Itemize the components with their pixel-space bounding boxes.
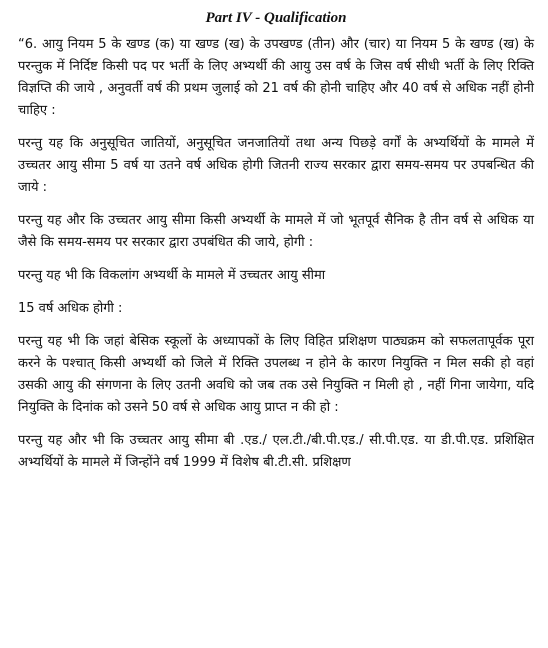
paragraph-proviso-sc-st-obc: परन्तु यह कि अनुसूचित जातियों, अनुसूचित जनजातियों तथा अन्य पिछड़े वर्गों के अभ्यर्थियों के मामले में उच्चतर आयु सीमा 5 वर्ष या उतने वर्ष अधिक होगी जितनी राज्य सरकार द्वारा समय-समय पर उपबन्धित की जाये :: [18, 136, 534, 195]
paragraph-disabled-limit: 15 वर्ष अधिक होगी :: [18, 301, 123, 316]
paragraph-rule-6: “6. आयु नियम 5 के खण्ड (क) या खण्ड (ख) के उपखण्ड (तीन) और (चार) या नियम 5 के खण्ड (ख) के परन्तुक में निर्दिष्ट किसी पद पर भर्ती के लिए अभ्यर्थी की आयु उस वर्ष के जिस वर्ष सीधी भर्ती के लिए रिक्ति विज्ञप्ति की जाये , अनुवर्ती वर्ष की प्रथम जुलाई को 21 वर्ष की होनी चाहिए और 40 वर्ष से अधिक नहीं होनी चाहिए :: [18, 37, 534, 118]
paragraph-proviso-ex-servicemen: परन्तु यह और कि उच्चतर आयु सीमा किसी अभ्यर्थी के मामले में जो भूतपूर्व सैनिक है तीन वर्ष से अधिक या जैसे कि समय-समय पर सरकार द्वारा उपबंधित की जाये, होगी :: [18, 213, 534, 250]
page-title: Part IV - Qualification: [205, 10, 347, 26]
paragraph-proviso-trained-candidates: परन्तु यह और भी कि उच्चतर आयु सीमा बी .एड./ एल.टी./बी.पी.एड./ सी.पी.एड. या डी.पी.एड. प्रशिक्षित अभ्यर्थियों के मामले में जिन्होंने वर्ष 1999 में विशेष बी.टी.सी. प्रशिक्षण: [18, 433, 534, 470]
document-page: [18, 8, 534, 485]
paragraph-proviso-basic-teachers: परन्तु यह भी कि जहां बेसिक स्कूलों के अध्यापकों के लिए विहित प्रशिक्षण पाठ्यक्रम को सफलतापूर्वक पूरा करने के पश्चात् किसी अभ्यर्थी को जिले में रिक्ति उपलब्ध न होने के कारण नियुक्ति न मिल सकी हो वहां उसकी आयु की संगणना के लिए उतनी अवधि को जब तक उसे नियुक्ति न मिली हो , नहीं गिना जायेगा, यदि नियुक्ति के दिनांक को उसने 50 वर्ष से अधिक आयु प्राप्त न की हो :: [18, 334, 534, 415]
paragraph-proviso-disabled: परन्तु यह भी कि विकलांग अभ्यर्थी के मामले में उच्चतर आयु सीमा: [18, 268, 326, 283]
